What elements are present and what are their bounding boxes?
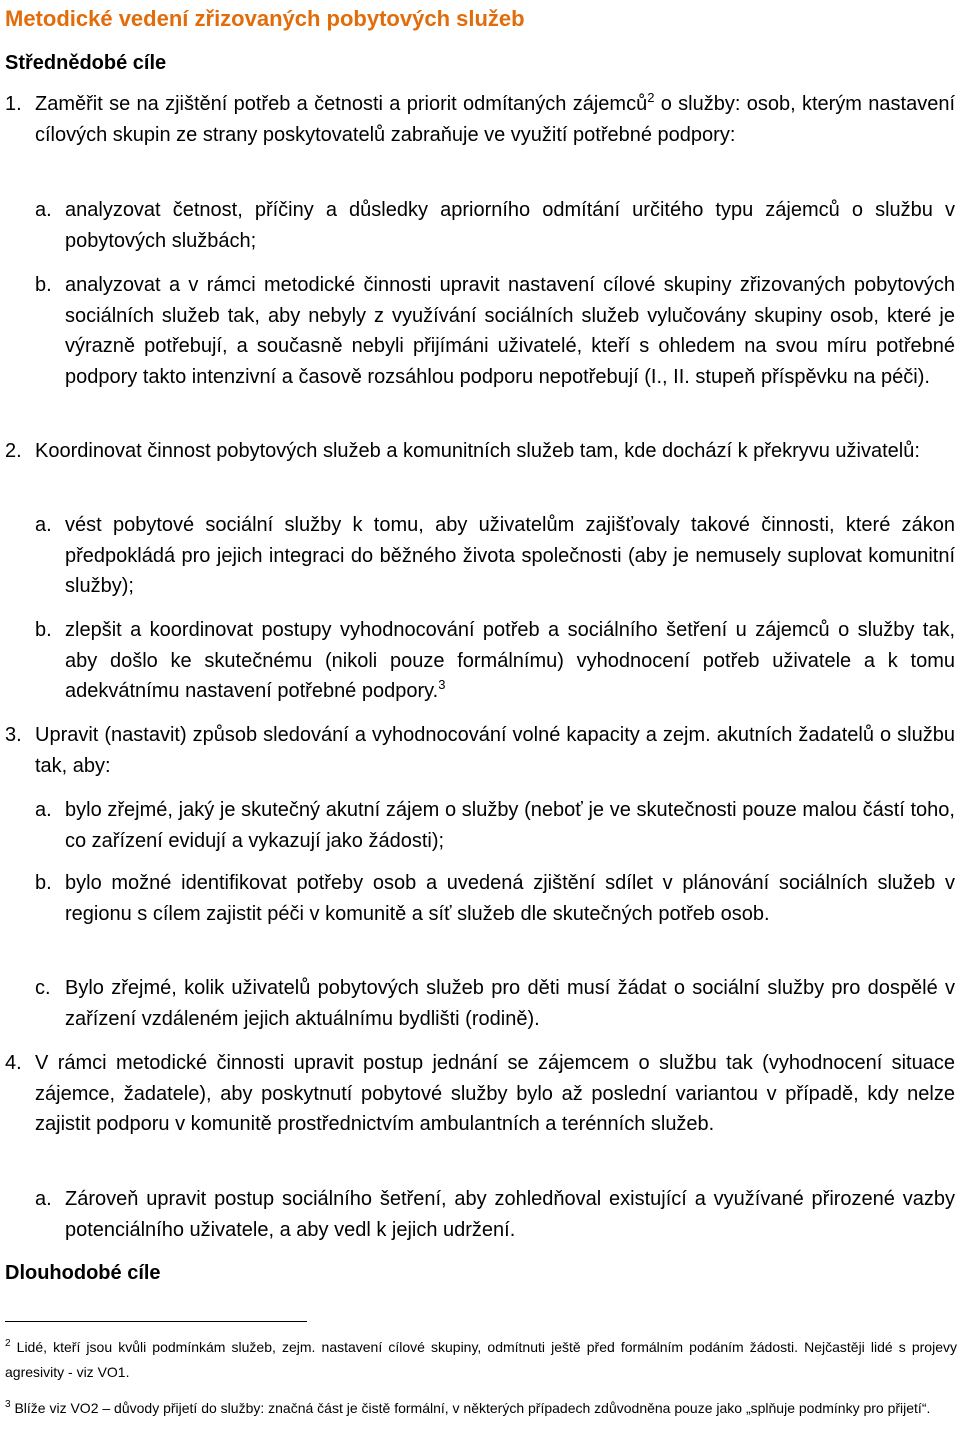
item-text: bylo možné identifikovat potřeby osob a uvedená zjištění sdílet v plánování sociálních služeb v regionu s cílem zajistit péči v komunitě a síť služeb dle skutečných potřeb osob.: [65, 872, 955, 925]
item-text: bylo zřejmé, jaký je skutečný akutní zájem o služby (neboť je ve skutečnosti pouze malou částí toho, co zařízení evidují a vykazují jako žádosti);: [65, 799, 955, 852]
section-heading-mid-term: Střednědobé cíle: [5, 52, 167, 74]
goal-item-4a: [35, 1184, 955, 1245]
item-text: Koordinovat činnost pobytových služeb a komunitních služeb tam, kde dochází k překryvu uživatelů:: [35, 440, 920, 462]
goal-item-3b: [35, 868, 955, 929]
goal-item-3c: [35, 973, 955, 1034]
footnote-3: [5, 1396, 957, 1421]
item-number: 3.: [5, 724, 22, 746]
footnote-ref[interactable]: 3: [438, 677, 446, 692]
goal-item-1: [5, 89, 955, 150]
goal-item-1a: [35, 195, 955, 256]
goal-item-2b: [35, 615, 955, 707]
item-text: Zaměřit se na zjištění potřeb a četnosti a priorit odmítaných zájemců$^2$ o služby: osob, kterým nastavení cílových skupin ze strany poskytovatelů zabraňuje ve využití potřebné podpory:: [35, 90, 956, 146]
footnote-separator: [5, 1321, 307, 1322]
item-text: V rámci metodické činnosti upravit postup jednání se zájemcem o službu tak (vyhodnocení situace zájemce, žadatele), aby poskytnutí pobytové služby bylo až poslední variantou v případě, kdy nelze zajistit podporu v komunitě prostřednictvím ambulantních a terénních služeb.: [35, 1052, 955, 1135]
item-number: 1.: [5, 93, 22, 115]
item-text: zlepšit a koordinovat postupy vyhodnocování potřeb a sociálního šetření u zájemců o služby tak, aby došlo ke skutečnému (nikoli pouze formálnímu) vyhodnocení potřeb uživatele a k tomu adekvátnímu nastavení potřebné podpory.$^3$: [65, 619, 955, 702]
goal-item-2a: [35, 510, 955, 602]
item-letter: a.: [35, 199, 52, 221]
item-number: 4.: [5, 1052, 22, 1074]
item-text: Bylo zřejmé, kolik uživatelů pobytových služeb pro děti musí žádat o sociální služby pro dospělé v zařízení vzdáleném jejich aktuálnímu bydlišti (rodině).: [65, 977, 955, 1030]
goal-item-2: [5, 436, 955, 467]
footnote-2: [5, 1335, 957, 1384]
goal-item-3: [5, 720, 955, 781]
item-text: Zároveň upravit postup sociálního šetření, aby zohledňoval existující a využívané přirozené vazby potenciálního uživatele, a aby vedl k jejich udržení.: [65, 1188, 955, 1241]
footnote-text: Lidé, kteří jsou kvůli podmínkám služeb, zejm. nastavení cílové skupiny, odmítnuti ještě před formálním podáním žádosti. Nejčastěji lidé s projevy agresivity - viz VO1.: [5, 1339, 957, 1380]
goal-item-1b: [35, 270, 955, 392]
item-letter: c.: [35, 977, 51, 999]
section-heading-long-term: Dlouhodobé cíle: [5, 1262, 161, 1284]
item-letter: a.: [35, 514, 52, 536]
item-text: Upravit (nastavit) způsob sledování a vyhodnocování volné kapacity a zejm. akutních žadatelů o službu tak, aby:: [35, 724, 955, 777]
page-title: Metodické vedení zřizovaných pobytových služeb: [5, 6, 525, 31]
footnote-text: Blíže viz VO2 – důvody přijetí do služby: značná část je čistě formální, v některých případech zdůvodněna pouze jako „splňuje podmínky pro přijetí“.: [14, 1400, 931, 1416]
item-letter: b.: [35, 274, 52, 296]
item-text: vést pobytové sociální služby k tomu, aby uživatelům zajišťovaly takové činnosti, které zákon předpokládá pro jejich integraci do běžného života společnosti (aby je nemusely suplovat komunitní služby);: [65, 514, 955, 597]
item-text: analyzovat a v rámci metodické činnosti upravit nastavení cílové skupiny zřizovaných pobytových sociálních služeb tak, aby nebyly z využívání sociálních služeb vylučovány skupiny osob, které je výrazně potřebují, a současně nebyli přijímáni uživatelé, kteří s ohledem na svou míru potřebné podpory takto intenzivní a časově rozsáhlou podporu nepotřebují (I., II. stupeň příspěvku na péči).: [65, 274, 955, 388]
item-letter: b.: [35, 872, 52, 894]
footnote-number: 3: [5, 1399, 11, 1410]
item-letter: b.: [35, 619, 52, 641]
goal-item-4: [5, 1048, 955, 1140]
item-number: 2.: [5, 440, 22, 462]
footnote-ref[interactable]: 2: [647, 90, 655, 105]
item-letter: a.: [35, 799, 52, 821]
item-letter: a.: [35, 1188, 52, 1210]
footnote-number: 2: [5, 1338, 11, 1349]
item-text: analyzovat četnost, příčiny a důsledky apriorního odmítání určitého typu zájemců o službu v pobytových službách;: [65, 199, 955, 252]
goal-item-3a: [35, 795, 955, 856]
